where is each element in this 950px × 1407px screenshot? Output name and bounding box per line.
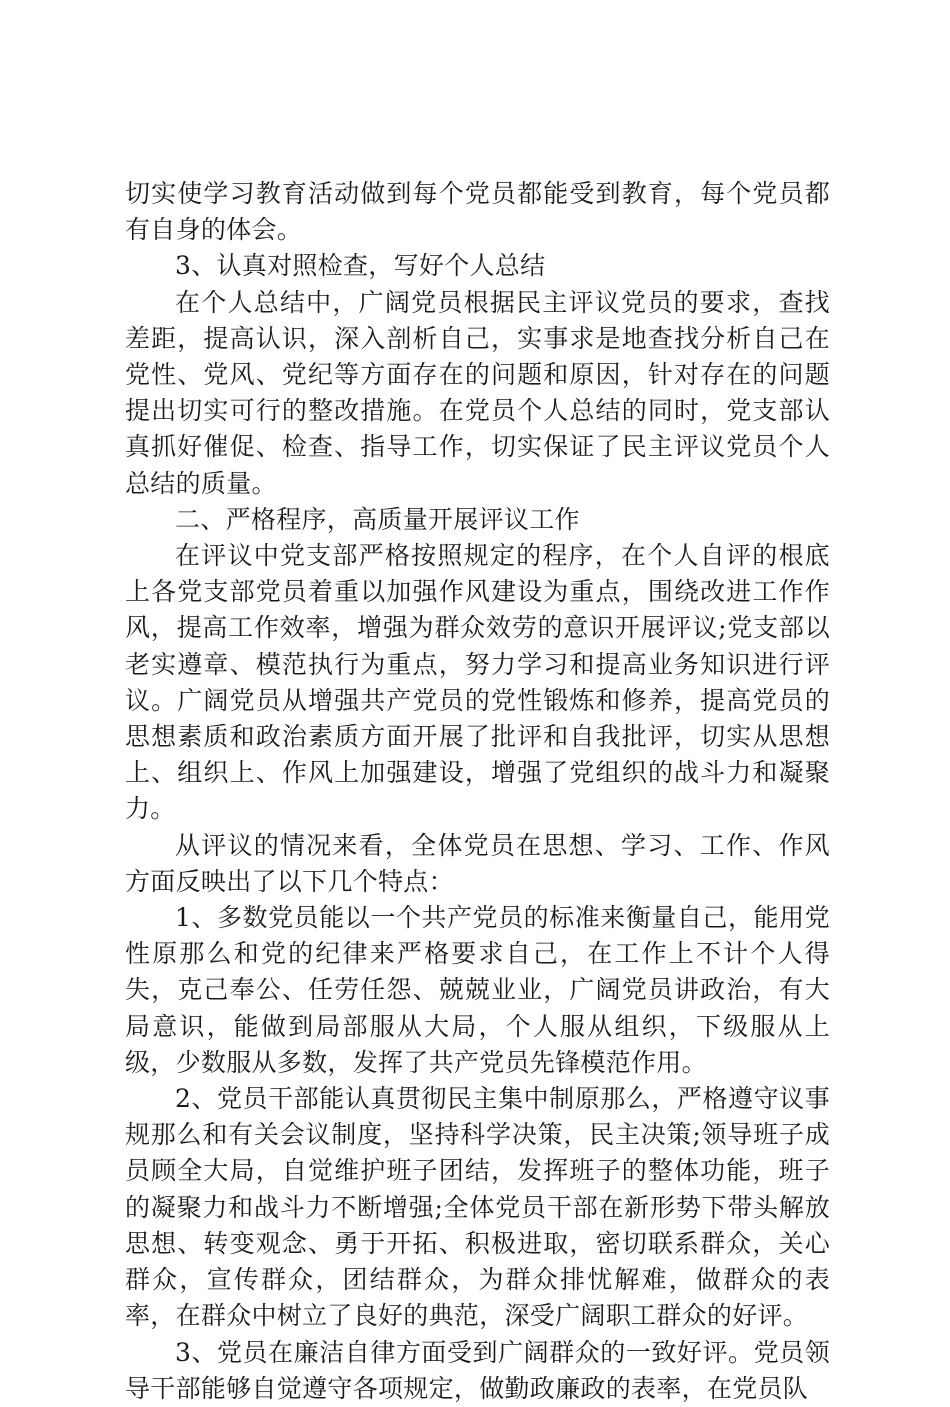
section-heading-2: 二、严格程序，高质量开展评议工作	[175, 504, 580, 534]
paragraph-review-procedure: 在评议中党支部严格按照规定的程序，在个人自评的根底上各党支部党员着重以加强作风建设为重点，围绕改进工作作风，提高工作效率，增强为群众效劳的意识开展评议;党支部以老实遵章、模范执行为重点，努力学习和提高业务知识进行评议。广阔党员从增强共产党员的党性锻炼和修养，提高党员的思想素质和政治素质方面开展了批评和自我批评，切实从思想上、组织上、作风上加强建设，增强了党组织的战斗力和凝聚力。	[125, 541, 830, 824]
paragraph-personal-summary: 在个人总结中，广阔党员根据民主评议党员的要求，查找差距，提高认识，深入剖析自己，实事求是地查找分析自己在党性、党风、党纪等方面存在的问题和原因，针对存在的问题提出切实可行的整改措施。在党员个人总结的同时，党支部认真抓好催促、检查、指导工作，切实保证了民主评议党员个人总结的质量。	[125, 287, 830, 498]
section-heading-3: 3、认真对照检查，写好个人总结	[175, 251, 546, 281]
paragraph-feature-2: 2、党员干部能认真贯彻民主集中制原那么，严格遵守议事规那么和有关会议制度，坚持科学决策，民主决策;领导班子成员顾全大局，自觉维护班子团结，发挥班子的整体功能，班子的凝聚力和战斗力不断增强;全体党员干部在新形势下带头解放思想、转变观念、勇于开拓、积极进取，密切联系群众，关心群众，宣传群众，团结群众，为群众排忧解难，做群众的表率，在群众中树立了良好的典范，深受广阔职工群众的好评。	[125, 1084, 830, 1331]
paragraph-review-findings: 从评议的情况来看，全体党员在思想、学习、工作、作风方面反映出了以下几个特点：	[125, 830, 830, 896]
paragraph-feature-1: 1、多数党员能以一个共产党员的标准来衡量自己，能用党性原那么和党的纪律来严格要求自己，在工作上不计个人得失，克己奉公、任劳任怨、兢兢业业，广阔党员讲政治，有大局意识，能做到局部服从大局，个人服从组织，下级服从上级，少数服从多数，发挥了共产党员先锋模范作用。	[125, 903, 830, 1077]
document-body	[125, 176, 830, 1407]
paragraph-continuation: 切实使学习教育活动做到每个党员都能受到教育，每个党员都有自身的体会。	[125, 179, 830, 245]
paragraph-feature-3: 3、党员在廉洁自律方面受到广阔群众的一致好评。党员领导干部能够自觉遵守各项规定，做勤政廉政的表率，在党员队	[125, 1337, 830, 1403]
